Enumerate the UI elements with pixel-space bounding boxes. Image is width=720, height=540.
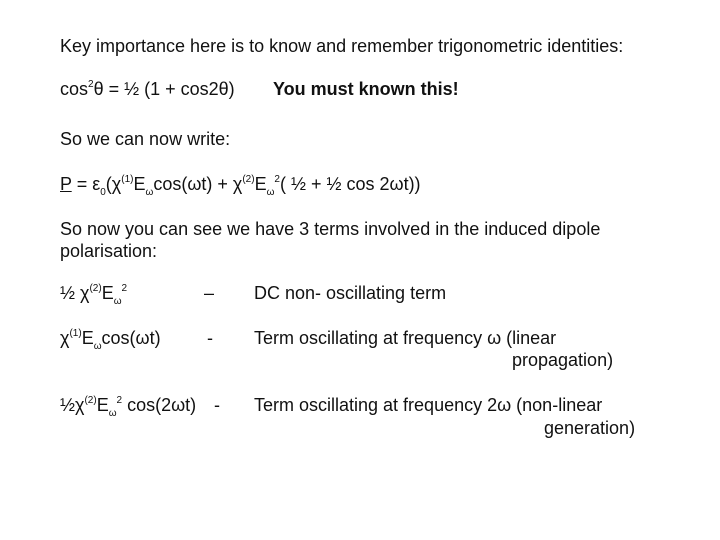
term-1-description: DC non- oscillating term bbox=[254, 283, 447, 303]
term-1-E: E bbox=[101, 283, 114, 303]
term-3-chi-sup: (2) bbox=[84, 395, 97, 406]
equation-E2-sup: 2 bbox=[274, 174, 280, 185]
equation-chi1-sup: (1) bbox=[121, 174, 134, 185]
term-2-chi-sup: (1) bbox=[69, 328, 82, 339]
term-3-E-sup: 2 bbox=[116, 395, 123, 406]
term-1-dash: – bbox=[204, 283, 215, 303]
term-2-description: Term oscillating at frequency ω (linear bbox=[254, 328, 557, 348]
equation-eq: = ε bbox=[71, 174, 101, 194]
term-2-description-cont: propagation) bbox=[512, 350, 614, 370]
identity-emphasis: You must known this! bbox=[273, 79, 459, 99]
equation-E2-sub: ω bbox=[266, 187, 275, 198]
term-2-E-sub: ω bbox=[93, 341, 102, 352]
term-3-expression bbox=[60, 395, 197, 419]
equation-tail: ( ½ + ½ cos 2ωt)) bbox=[279, 174, 421, 194]
term-2-coef: χ bbox=[60, 328, 70, 348]
term-3-coef: ½χ bbox=[60, 395, 85, 415]
terms-intro-line-1: So now you can see we have 3 terms involved in the induced dipole bbox=[60, 219, 601, 239]
write-intro-text: So we can now write: bbox=[60, 129, 231, 149]
equation-chi2-sup: (2) bbox=[242, 174, 255, 185]
identity-rhs: = ½ (1 + cos2θ) bbox=[103, 79, 235, 99]
identity-cos: cos bbox=[60, 79, 89, 99]
term-1-expression bbox=[60, 283, 128, 307]
identity-exponent: 2 bbox=[88, 79, 94, 90]
equation-E1-sub: ω bbox=[145, 187, 154, 198]
term-1-coef: ½ χ bbox=[60, 283, 90, 303]
term-3-dash: - bbox=[214, 395, 220, 415]
term-1-E-sup: 2 bbox=[121, 283, 128, 294]
term-3-description: Term oscillating at frequency 2ω (non-linear bbox=[254, 395, 603, 415]
term-3-E-sub: ω bbox=[108, 408, 117, 419]
term-2-expression bbox=[60, 328, 161, 352]
heading-text: Key importance here is to know and remember trigonometric identities: bbox=[60, 36, 624, 56]
equation-open: (χ bbox=[105, 174, 122, 194]
term-3-tail: cos(2ωt) bbox=[122, 395, 197, 415]
identity-line bbox=[60, 78, 459, 100]
term-3-E: E bbox=[96, 395, 109, 415]
equation-mid: cos(ωt) + χ bbox=[153, 174, 243, 194]
term-2-E: E bbox=[81, 328, 94, 348]
term-1-E-sub: ω bbox=[113, 296, 122, 307]
equation-eps-sub: 0 bbox=[100, 187, 106, 198]
term-3-description-cont: generation) bbox=[544, 418, 636, 438]
polarisation-equation bbox=[60, 173, 421, 198]
equation-P: P bbox=[60, 174, 72, 194]
equation-E2: E bbox=[254, 174, 267, 194]
terms-intro-line-2: polarisation: bbox=[60, 241, 158, 261]
term-2-dash: - bbox=[207, 328, 213, 348]
term-1-chi-sup: (2) bbox=[89, 283, 102, 294]
equation-E1: E bbox=[133, 174, 146, 194]
term-2-tail: cos(ωt) bbox=[101, 328, 161, 348]
identity-theta: θ bbox=[93, 79, 104, 99]
